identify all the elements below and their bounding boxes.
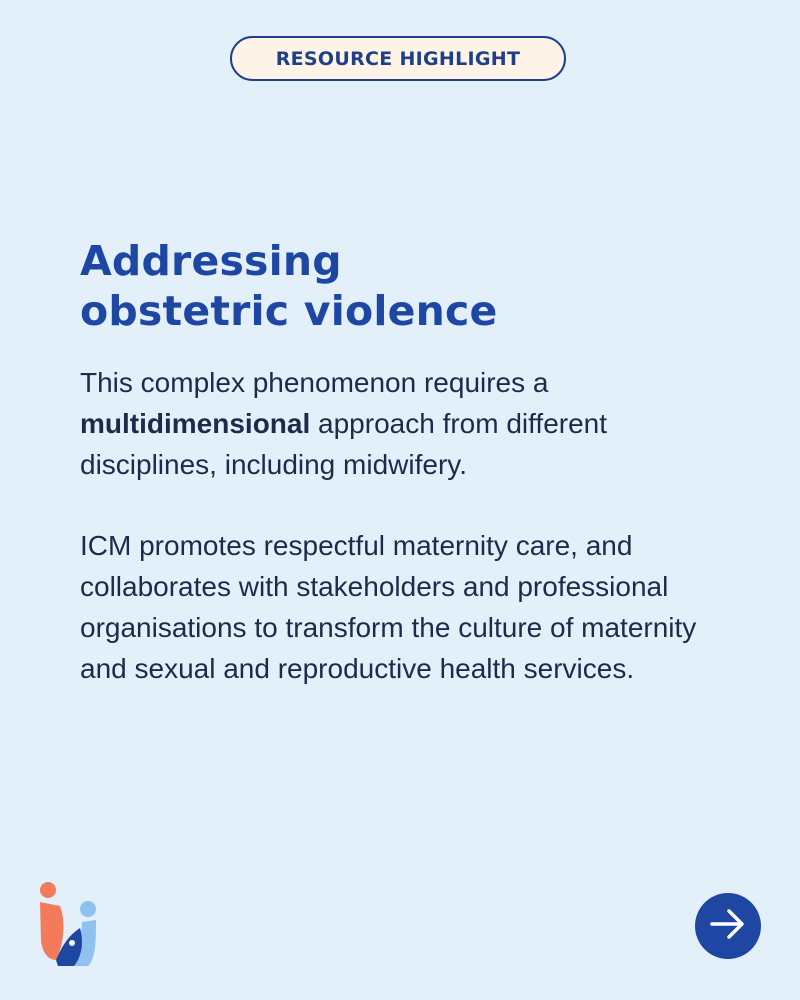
icm-logo-icon (36, 880, 102, 970)
intro-emphasis: multidimensional (80, 408, 311, 439)
icm-paragraph: ICM promotes respectful maternity care, and collaborates with stakeholders and professional organisations to transform the culture of maternity and sexual and reproductive health services. (80, 530, 697, 684)
intro-text-end: approach from different disciplines, including midwifery. (80, 408, 608, 480)
intro-text-start: This complex phenomenon requires a (80, 367, 549, 398)
intro-paragraph (80, 362, 730, 485)
next-button[interactable] (695, 893, 761, 959)
resource-highlight-badge (230, 36, 566, 81)
title-line-1: Addressing (80, 237, 342, 285)
arrow-right-icon (708, 904, 748, 948)
badge-label: RESOURCE HIGHLIGHT (275, 47, 521, 70)
title-line-2: obstetric violence (80, 287, 498, 335)
page-title (80, 236, 740, 336)
